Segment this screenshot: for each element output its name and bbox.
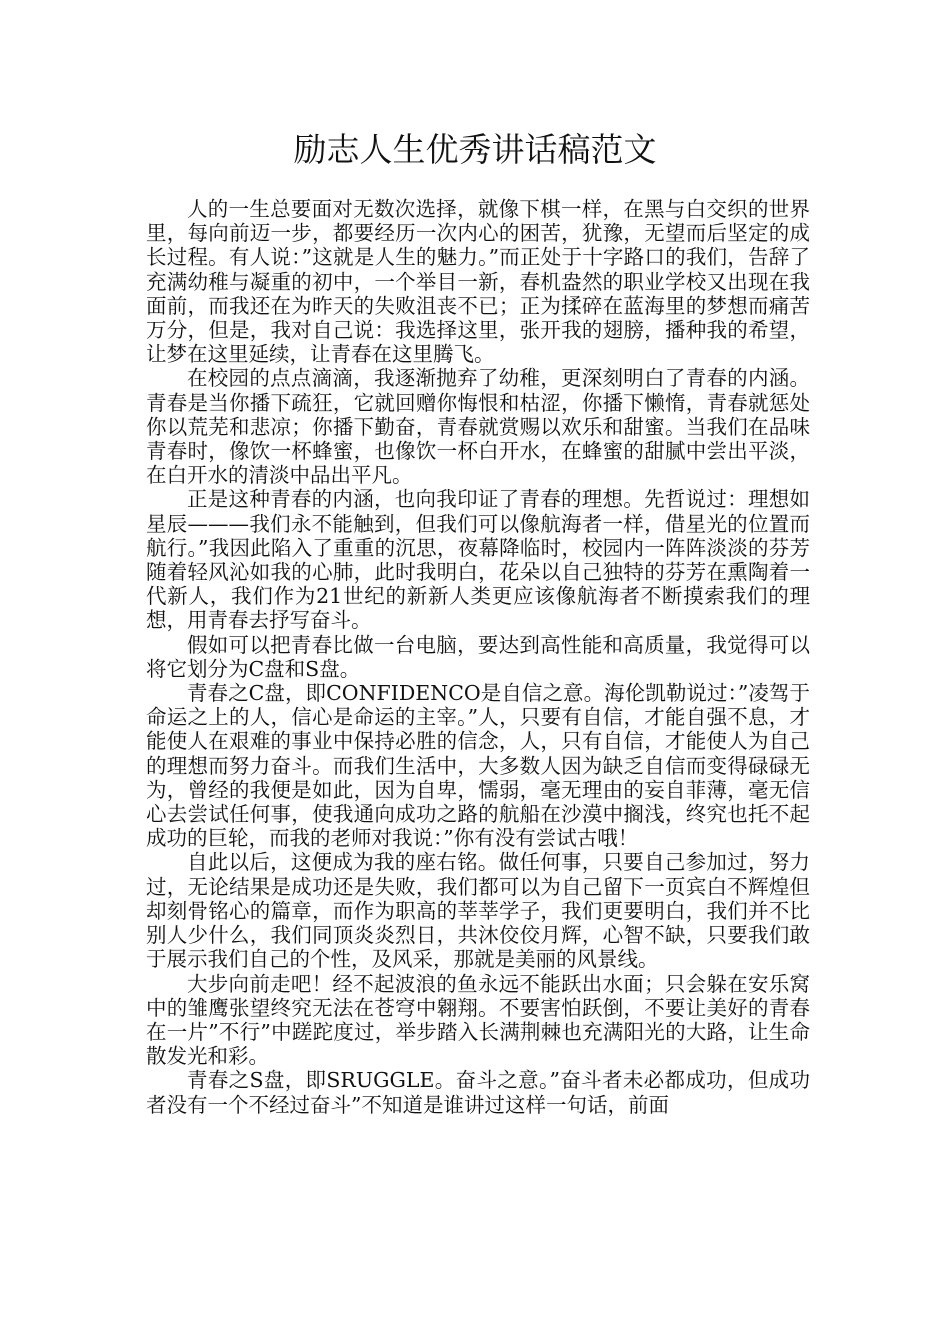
paragraph: 假如可以把青春比做一台电脑，要达到高性能和高质量，我觉得可以将它划分为C盘和S盘。 xyxy=(146,632,810,681)
paragraph: 人的一生总要面对无数次选择，就像下棋一样，在黑与白交织的世界里，每向前迈一步，都要经历一次内心的困苦，犹豫，无望而后坚定的成长过程。有人说：”这就是人生的魅力。”而正处于十字路口的我们，告辞了充满幼稚与凝重的初中，一个举目一新，春机盎然的职业学校又出现在我面前，而我还在为昨天的失败沮丧不已；正为揉碎在蓝海里的梦想而痛苦万分，但是，我对自己说：我选择这里，张开我的翅膀，播种我的希望，让梦在这里延续，让青春在这里腾飞。 xyxy=(146,197,810,367)
paragraph: 在校园的点点滴滴，我逐渐抛弃了幼稚，更深刻明白了青春的内涵。青春是当你播下疏狂，它就回赠你悔恨和枯涩，你播下懒惰，青春就惩处你以荒芜和悲凉；你播下勤奋，青春就赏赐以欢乐和甜蜜。当我们在品味青春时，像饮一杯蜂蜜，也像饮一杯白开水，在蜂蜜的甜腻中尝出平淡，在白开水的清淡中品出平凡。 xyxy=(146,366,810,488)
document-body xyxy=(146,197,810,1117)
paragraph: 青春之C盘，即CONFIDENCO是自信之意。海伦凯勒说过：”凌驾于命运之上的人，信心是命运的主宰。”人，只要有自信，才能自强不息，才能使人在艰难的事业中保持必胜的信念，人，只有自信，才能使人为自己的理想而努力奋斗。而我们生活中，大多数人因为缺乏自信而变得碌碌无为，曾经的我便是如此，因为自卑，懦弱，毫无理由的妄自菲薄，毫无信心去尝试任何事，使我通向成功之路的航船在沙漠中搁浅，终究也托不起成功的巨轮，而我的老师对我说：”你有没有尝试古哦！ xyxy=(146,681,810,851)
document-title: 励志人生优秀讲话稿范文 xyxy=(293,130,657,169)
paragraph: 大步向前走吧！经不起波浪的鱼永远不能跃出水面；只会躲在安乐窝中的雏鹰张望终究无法在苍穹中翱翔。不要害怕跃倒，不要让美好的青春在一片”不行”中蹉跎度过，举步踏入长满荆棘也充满阳光的大路，让生命散发光和彩。 xyxy=(146,971,810,1069)
paragraph: 青春之S盘，即SRUGGLE。奋斗之意。”奋斗者未必都成功，但成功者没有一个不经过奋斗”不知道是谁讲过这样一句话，前面 xyxy=(146,1068,810,1117)
paragraph: 正是这种青春的内涵，也向我印证了青春的理想。先哲说过：理想如星辰———我们永不能触到，但我们可以像航海者一样，借星光的位置而航行。”我因此陷入了重重的沉思，夜幕降临时，校园内一阵阵淡淡的芬芳随着轻风沁如我的心肺，此时我明白，花朵以自己独特的芬芳在熏陶着一代新人，我们作为21世纪的新新人类更应该像航海者不断摸索我们的理想，用青春去抒写奋斗。 xyxy=(146,487,810,633)
paragraph: 自此以后，这便成为我的座右铭。做任何事，只要自己参加过，努力过，无论结果是成功还是失败，我们都可以为自己留下一页宾白不辉煌但却刻骨铭心的篇章，而作为职高的莘莘学子，我们更要明白，我们并不比别人少什么，我们同顶炎炎烈日，共沐佼佼月辉，心智不缺，只要我们敢于展示我们自己的个性，及风采，那就是美丽的风景线。 xyxy=(146,850,810,972)
